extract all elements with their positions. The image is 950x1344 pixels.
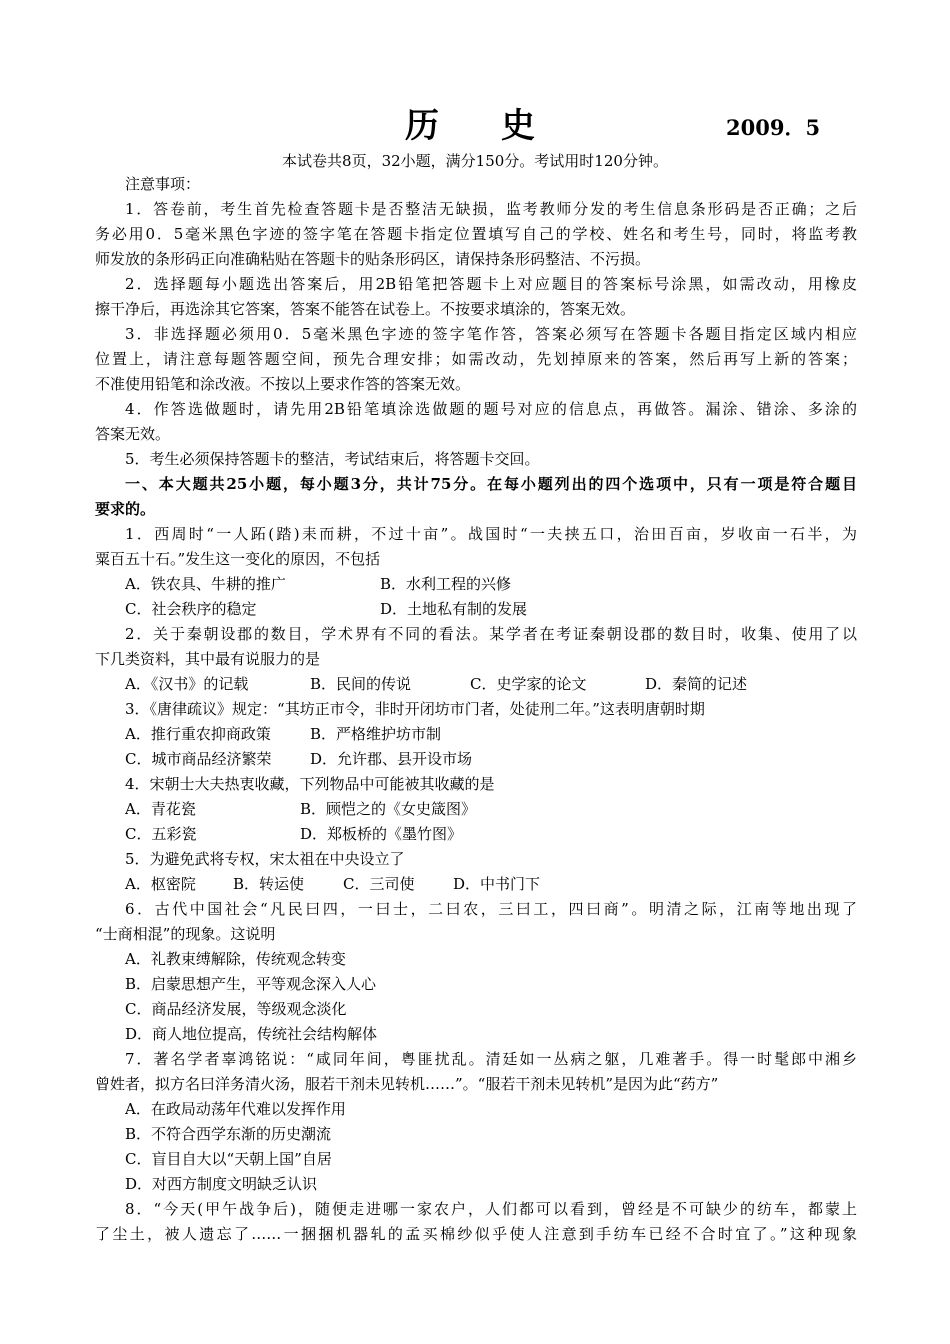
- notice-line: 1．答卷前，考生首先检查答题卡是否整洁无缺损，监考教师分发的考生信息条形码是否正确；之后: [125, 200, 857, 218]
- option-c: C．盲目自大以“天朝上国”自居: [125, 1150, 332, 1168]
- question-stem: 4．宋朝士大夫热衷收藏，下列物品中可能被其收藏的是: [125, 775, 495, 793]
- option-c: C．社会秩序的稳定: [125, 600, 257, 618]
- question-stem: 3．《唐律疏议》规定：“其坊正市令，非时开闭坊市门者，处徒刑二年。”这表明唐朝时期: [125, 700, 705, 718]
- notice-section: [95, 172, 857, 472]
- option-row: [95, 822, 857, 847]
- notice-line: 2．选择题每小题选出答案后，用2B铅笔把答题卡上对应题目的答案标号涂黑，如需改动，用橡皮: [125, 275, 857, 293]
- notice-line: 师发放的条形码正向准确粘贴在答题卡的贴条形码区，请保持条形码整洁、不污损。: [95, 250, 651, 268]
- section-heading: 要求的。: [95, 500, 156, 518]
- option-b: B．不符合西学东渐的历史潮流: [125, 1125, 332, 1143]
- option-c: C．五彩瓷: [125, 825, 197, 843]
- section-heading: 一、本大题共25小题，每小题3分，共计75分。在每小题列出的四个选项中，只有一项是符合题目: [125, 475, 857, 493]
- question-stem: 曾姓者，拟方名曰洋务清火汤，服若干剂未见转机……”。“服若干剂未见转机”是因为此“药方”: [95, 1075, 719, 1093]
- option-a: A．枢密院: [125, 875, 196, 893]
- question-stem: 6．古代中国社会“凡民曰四，一曰士，二曰农，三曰工，四曰商”。明清之际，江南等地出现了: [125, 900, 857, 918]
- option-b: B．转运使: [233, 875, 305, 893]
- notice-line: 3．非选择题必须用0．5毫米黑色字迹的签字笔作答，答案必须写在答题卡各题目指定区域内相应: [125, 325, 857, 343]
- question-stem: 1．西周时“一人跖(踏)耒而耕，不过十亩”。战国时“一夫挟五口，治田百亩，岁收亩一石半，为: [125, 525, 857, 543]
- option-b: B．启蒙思想产生，平等观念深入人心: [125, 975, 377, 993]
- notice-line: 务必用0．5毫米黑色字迹的签字笔在答题卡指定位置填写自己的学校、姓名和考生号，同时，将监考教: [95, 225, 857, 243]
- option-a: A．在政局动荡年代难以发挥作用: [125, 1100, 346, 1118]
- option-a: A．铁农具、牛耕的推广: [125, 575, 286, 593]
- notice-line: 擦干净后，再选涂其它答案，答案不能答在试卷上。不按要求填涂的，答案无效。: [95, 300, 636, 318]
- option-row: [95, 797, 857, 822]
- notice-line: 答案无效。: [95, 425, 171, 443]
- notice-line: 4．作答选做题时，请先用2B铅笔填涂选做题的题号对应的信息点，再做答。漏涂、错涂、多涂的: [125, 400, 857, 418]
- option-c: C．史学家的论文: [470, 675, 587, 693]
- question-stem: 8．“今天(甲午战争后)，随便走进哪一家农户，人们都可以看到，曾经是不可缺少的纺车，都蒙上: [125, 1200, 857, 1218]
- option-b: B．顾恺之的《女史箴图》: [300, 800, 477, 818]
- question-stem: 5．为避免武将专权，宋太祖在中央设立了: [125, 850, 405, 868]
- option-d: D．商人地位提高，传统社会结构解体: [125, 1025, 378, 1043]
- option-b: B．民间的传说: [310, 675, 412, 693]
- notice-line: 位置上，请注意每题答题空间，预先合理安排；如需改动，先划掉原来的答案，然后再写上新的答案；: [95, 350, 857, 368]
- option-row: [95, 747, 857, 772]
- option-row: [95, 672, 857, 697]
- option-d: D．中书门下: [453, 875, 541, 893]
- option-d: D．秦简的记述: [645, 675, 748, 693]
- option-c: C．商品经济发展，等级观念淡化: [125, 1000, 347, 1018]
- question-stem: “士商相混”的现象。这说明: [95, 925, 276, 943]
- option-a: A．青花瓷: [125, 800, 196, 818]
- question-stem: 粟百五十石。”发生这一变化的原因，不包括: [95, 550, 381, 568]
- exam-date: 2009．5: [726, 115, 821, 140]
- option-d: D．土地私有制的发展: [380, 600, 528, 618]
- page-title: 历史: [405, 106, 597, 146]
- option-row: [95, 597, 857, 622]
- exam-body: [95, 172, 857, 1247]
- notice-line: 不准使用铅笔和涂改液。不按以上要求作答的答案无效。: [95, 375, 471, 393]
- question-stem: 下几类资料，其中最有说服力的是: [95, 650, 321, 668]
- option-row: [95, 872, 857, 897]
- option-d: D．允许郡、县开设市场: [310, 750, 473, 768]
- notice-heading: 注意事项：: [125, 175, 201, 193]
- notice-line: 5．考生必须保持答题卡的整洁，考试结束后，将答题卡交回。: [125, 450, 540, 468]
- option-b: B．水利工程的兴修: [380, 575, 512, 593]
- option-b: B．严格维护坊市制: [310, 725, 442, 743]
- option-row: [95, 572, 857, 597]
- option-a: A．推行重农抑商政策: [125, 725, 271, 743]
- option-c: C．三司使: [343, 875, 415, 893]
- option-a: A．礼教束缚解除，传统观念转变: [125, 950, 346, 968]
- option-d: D．对西方制度文明缺乏认识: [125, 1175, 318, 1193]
- option-c: C．城市商品经济繁荣: [125, 750, 272, 768]
- option-d: D．郑板桥的《墨竹图》: [300, 825, 463, 843]
- exam-info: 本试卷共8页，32小题，满分150分。考试用时120分钟。: [282, 152, 668, 170]
- header: [0, 98, 950, 148]
- question-stem: 了尘土，被人遗忘了……一捆捆机器轧的孟买棉纱似乎使人注意到手纺车已经不合时宜了。”这种现象: [95, 1225, 857, 1243]
- question-stem: 2．关于秦朝设郡的数目，学术界有不同的看法。某学者在考证秦朝设郡的数目时，收集、使用了以: [125, 625, 857, 643]
- option-a: A．《汉书》的记载: [125, 675, 249, 693]
- question-stem: 7．著名学者辜鸿铭说：“咸同年间，粤匪扰乱。清廷如一丛病之躯，几难著手。得一时髦郎中湘乡: [125, 1050, 857, 1068]
- option-row: [95, 722, 857, 747]
